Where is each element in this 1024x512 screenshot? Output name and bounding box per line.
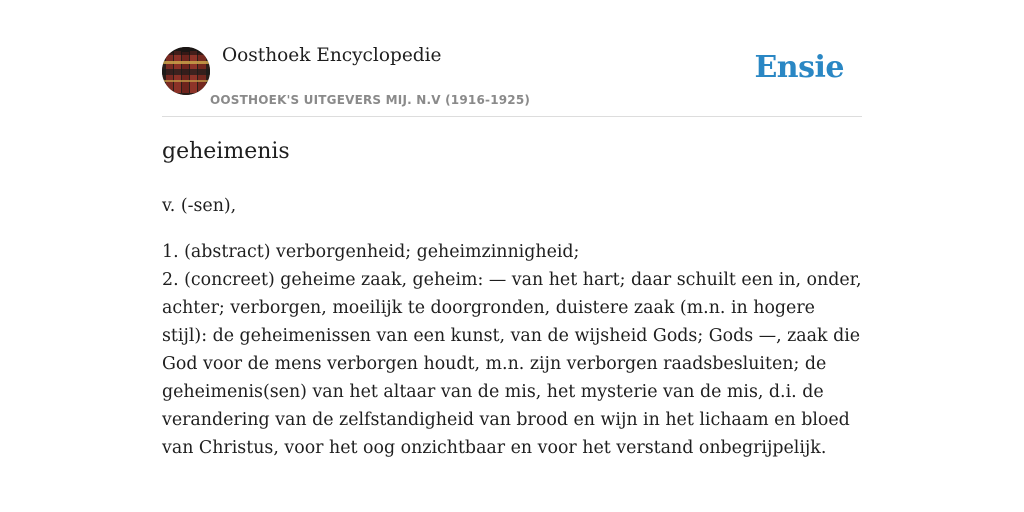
publisher-label: OOSTHOEK'S UITGEVERS MIJ. N.V (1916-1925) xyxy=(210,93,531,107)
ensie-logo-link[interactable]: Ensie xyxy=(754,50,844,85)
definition-1: 1. (abstract) verborgenheid; geheimzinnigheid; xyxy=(162,242,580,262)
book-spines-icon[interactable] xyxy=(162,47,210,95)
definition-2: 2. (concreet) geheime zaak, geheim: — van het hart; daar schuilt een in, onder, achter; verborgen, moeilijk te doorgronden, duistere zaak (m.n. in hogere stijl): de geheimenissen van een kunst, van de wijsheid Gods; Gods —, zaak die God voor de mens verborgen houdt, m.n. zijn verborgen raadsbesluiten; de geheimenis(sen) van het altaar van de mis, het mysterie van de mis, d.i. de verandering van de zelfstandigheid van brood en wijn in het lichaam en bloed van Christus, voor het oog onzichtbaar en voor het verstand onbegrijpelijk. xyxy=(162,270,862,458)
entry-card xyxy=(162,0,862,512)
source-header xyxy=(162,0,862,117)
grammar-note: v. (-sen), xyxy=(162,196,237,216)
entry-term: geheimenis xyxy=(162,139,290,164)
entry-body xyxy=(162,192,862,462)
source-title[interactable]: Oosthoek Encyclopedie xyxy=(222,45,442,66)
